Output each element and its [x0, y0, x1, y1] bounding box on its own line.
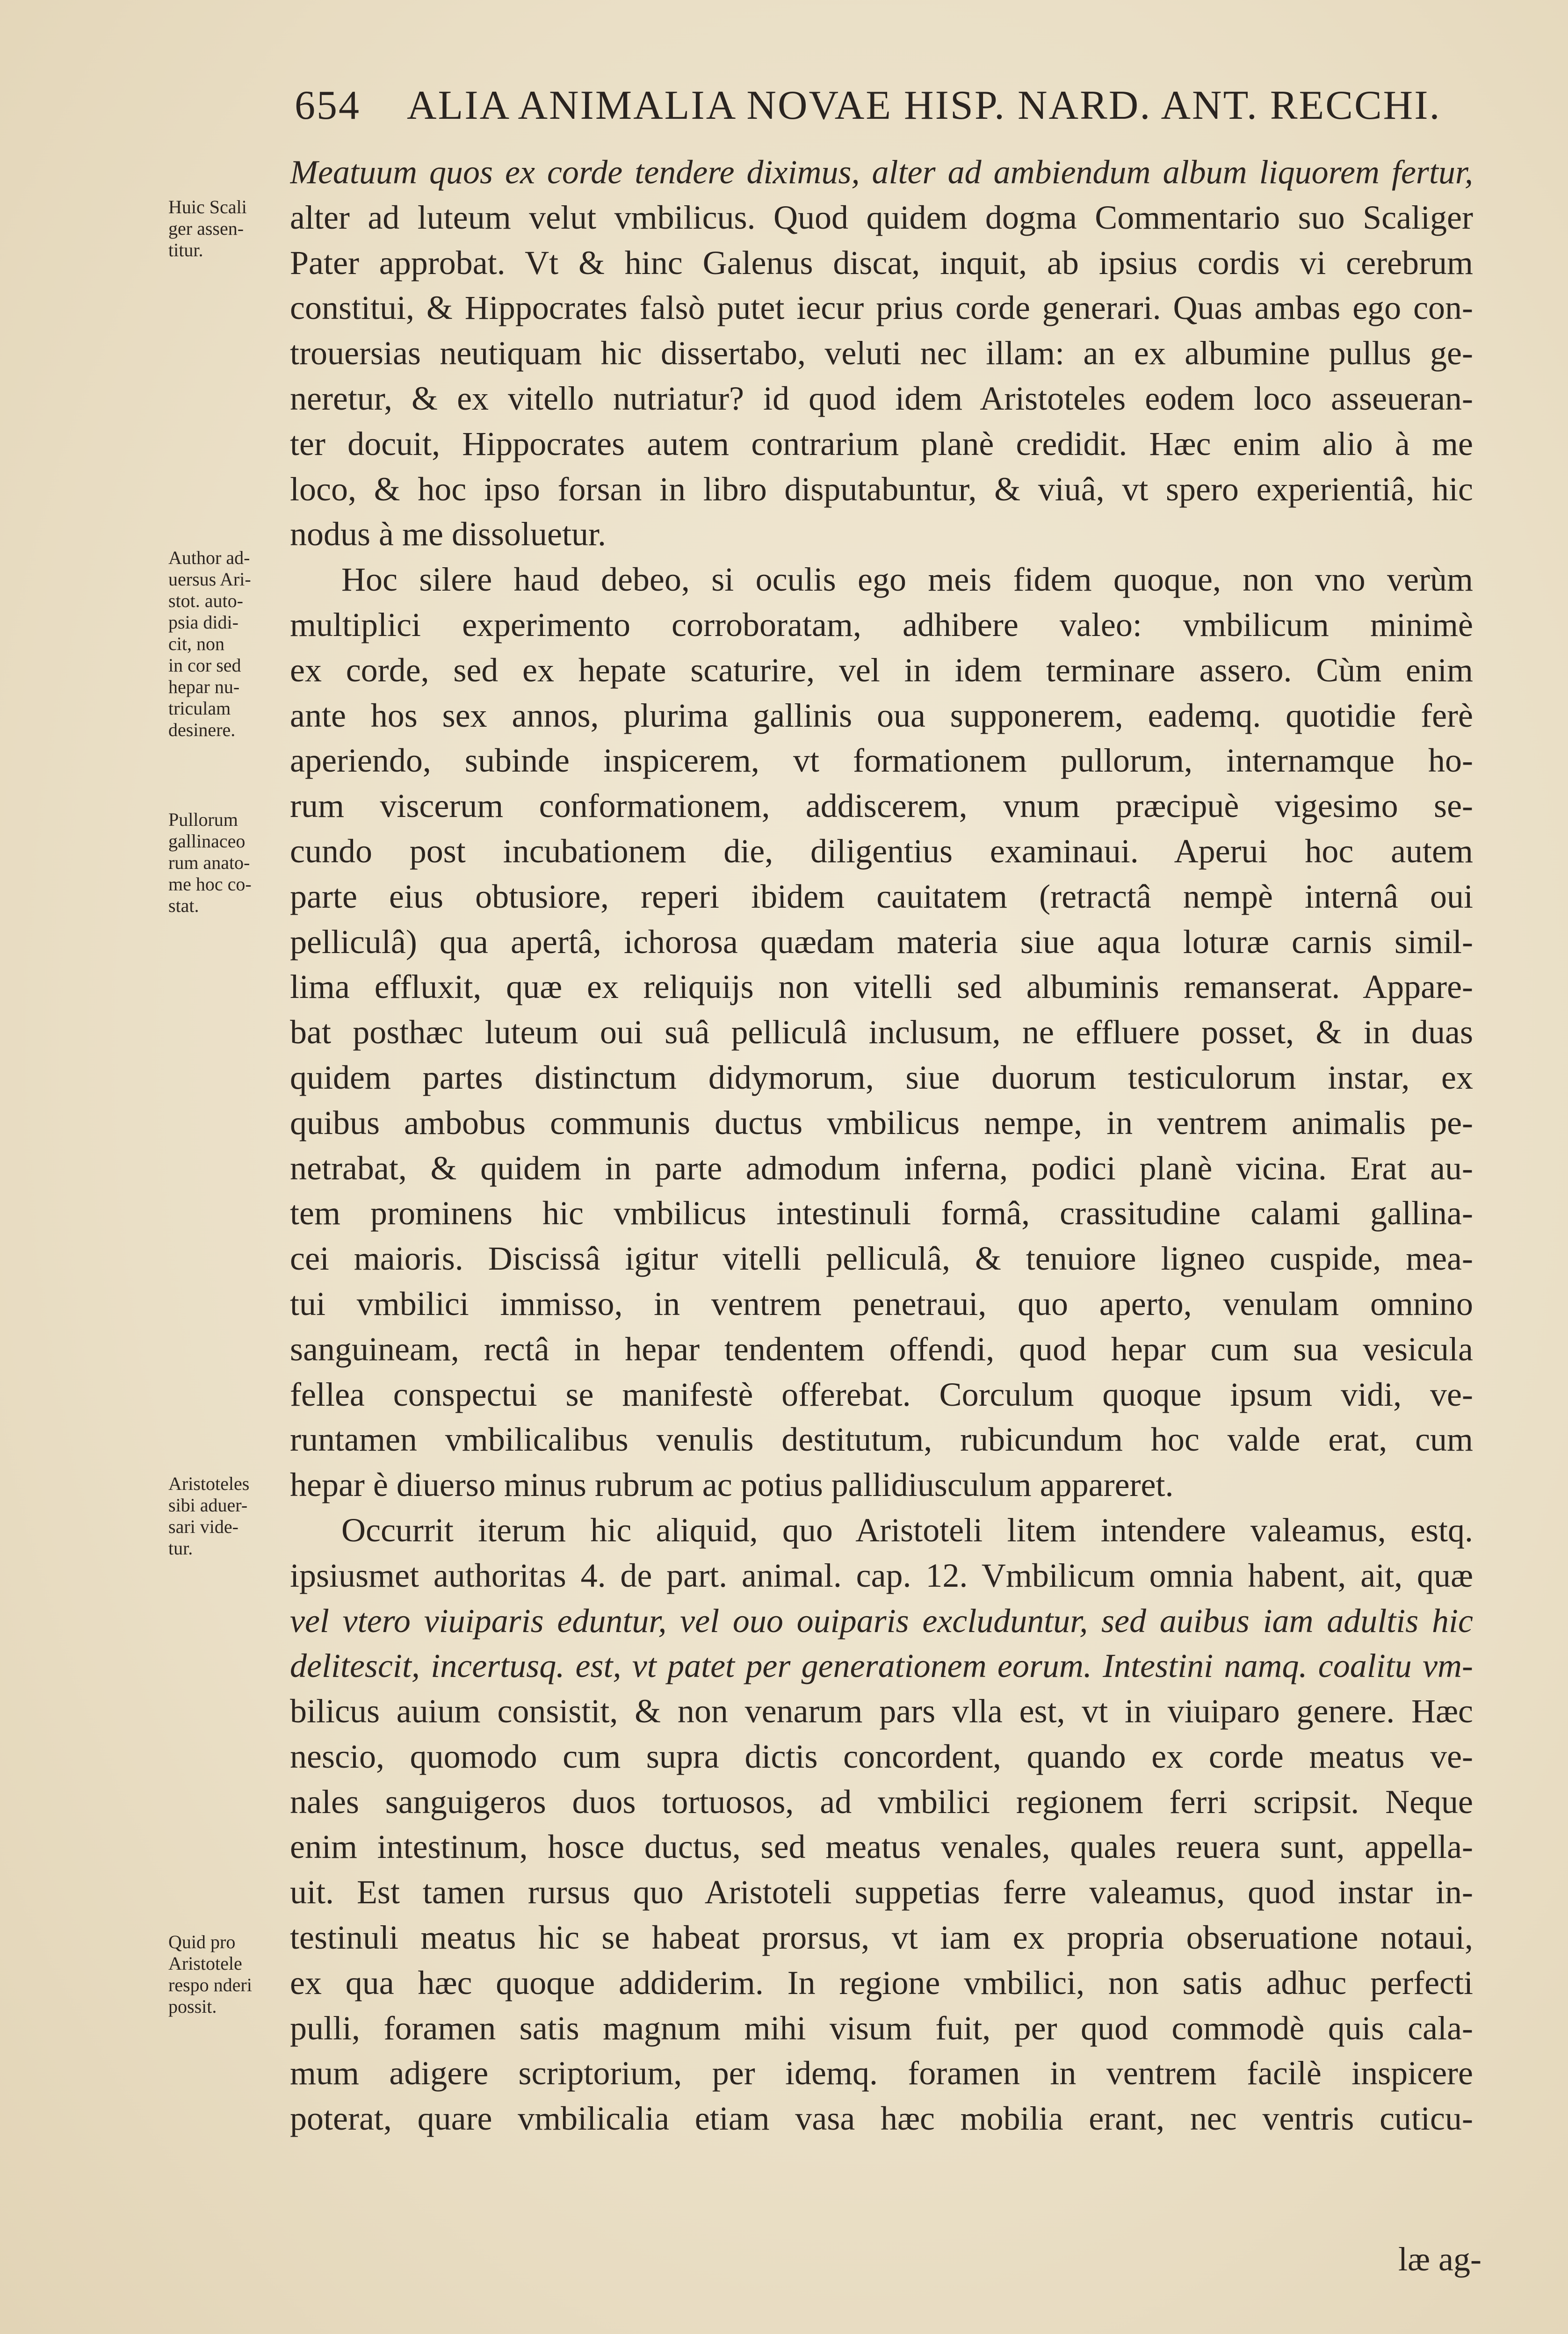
- text-line: Hoc silere haud debeo, si oculis ego meis fidem quoque, non vno verùm: [341, 561, 1473, 599]
- text-line: pelliculâ) qua apertâ, ichorosa quædam materia siue aqua loturæ carnis simil-: [290, 923, 1473, 961]
- text-line: vel vtero viuiparis eduntur, vel ouo ouiparis excluduntur, sed auibus iam adultis hic: [290, 1602, 1473, 1640]
- main-text-block: [290, 150, 1473, 2141]
- text-line: enim intestinum, hosce ductus, sed meatus venales, quales reuera sunt, appella-: [290, 1828, 1473, 1866]
- margin-note-line: Quid pro: [168, 1931, 236, 1952]
- text-line: ter docuit, Hippocrates autem contrarium planè credidit. Hæc enim alio à me: [290, 425, 1473, 462]
- margin-note-line: psia didi-: [168, 612, 238, 633]
- margin-note-line: gallinaceo: [168, 831, 246, 852]
- text-line: tem prominens hic vmbilicus intestinuli formâ, crassitudine calami gallina-: [290, 1194, 1473, 1232]
- text-line: nales sanguigeros duos tortuosos, ad vmbilici regionem ferri scripsit. Neque: [290, 1783, 1473, 1821]
- running-header: [295, 82, 1454, 138]
- text-line: multiplici experimento corroboratam, adhibere valeo: vmbilicum minimè: [290, 606, 1473, 643]
- text-line: uit. Est tamen rursus quo Aristoteli suppetias ferre valeamus, quod instar in-: [290, 1873, 1473, 1911]
- text-line: netrabat, & quidem in parte admodum inferna, podici planè vicina. Erat au-: [290, 1149, 1473, 1187]
- text-line: bilicus auium consistit, & non venarum pars vlla est, vt in viuiparo genere. Hæc: [290, 1692, 1473, 1730]
- margin-note-line: stat.: [168, 895, 199, 916]
- text-line: lima effluxit, quæ ex reliquijs non vitelli sed albuminis remanserat. Appare-: [290, 968, 1473, 1006]
- text-line: hepar è diuerso minus rubrum ac potius pallidiusculum appareret.: [290, 1466, 1174, 1504]
- margin-note-author: [168, 547, 290, 741]
- margin-note-quid-pro: [168, 1931, 290, 2017]
- margin-note-line: desinere.: [168, 719, 236, 740]
- text-line: loco, & hoc ipso forsan in libro disputabuntur, & viuâ, vt spero experientiâ, hic: [290, 470, 1473, 508]
- margin-note-line: stot. auto-: [168, 590, 243, 611]
- text-line: ante hos sex annos, plurima gallinis oua supponerem, eademq. quotidie ferè: [290, 696, 1473, 734]
- text-line: neretur, & ex vitello nutriatur? id quod idem Aristoteles eodem loco asseueran-: [290, 379, 1473, 417]
- margin-note-line: tur.: [168, 1538, 193, 1559]
- text-line: cei maioris. Discissâ igitur vitelli pelliculâ, & tenuiore ligneo cuspide, mea-: [290, 1240, 1473, 1278]
- text-line: rum viscerum conformationem, addiscerem, vnum præcipuè vigesimo se-: [290, 787, 1473, 825]
- margin-note-line: triculam: [168, 698, 231, 719]
- text-line: fellea conspectui se manifestè offerebat. Corculum quoque ipsum vidi, ve-: [290, 1375, 1473, 1413]
- margin-note-line: possit.: [168, 1996, 217, 2017]
- margin-note-line: Aristotele: [168, 1953, 242, 1974]
- text-line: cundo post incubationem die, diligentius examinaui. Aperui hoc autem: [290, 832, 1473, 870]
- margin-note-line: me hoc co-: [168, 874, 252, 895]
- text-line: ex corde, sed ex hepate scaturire, vel in idem terminare assero. Cùm enim: [290, 651, 1473, 689]
- text-line: quidem partes distinctum didymorum, siue duorum testiculorum instar, ex: [290, 1058, 1473, 1096]
- text-line: poterat, quare vmbilicalia etiam vasa hæc mobilia erant, nec ventris cuticu-: [290, 2100, 1473, 2138]
- text-line: delitescit, incertusq. est, vt patet per generationem eorum. Intestini namq. coalitu vm-: [290, 1647, 1473, 1685]
- text-line: ipsiusmet authoritas 4. de part. animal. cap. 12. Vmbilicum omnia habent, ait, quæ: [290, 1556, 1473, 1594]
- margin-note-line: ger assen-: [168, 218, 244, 239]
- text-line: mum adigere scriptorium, per idemq. foramen in ventrem facilè inspicere: [290, 2054, 1473, 2092]
- text-line: parte eius obtusiore, reperi ibidem cauitatem (retractâ nempè internâ oui: [290, 877, 1473, 915]
- margin-note-line: Huic Scali: [168, 196, 247, 217]
- text-line: constitui, & Hippocrates falsò putet iecur prius corde generari. Quas ambas ego con-: [290, 289, 1473, 327]
- margin-note-line: cit, non: [168, 633, 224, 654]
- text-line: tui vmbilici immisso, in ventrem penetraui, quo aperto, venulam omnino: [290, 1285, 1473, 1322]
- text-line: ex qua hæc quoque addiderim. In regione vmbilici, non satis adhuc perfecti: [290, 1964, 1473, 2002]
- catchword: læ ag-: [1398, 2240, 1481, 2278]
- margin-note-line: in cor sed: [168, 655, 241, 676]
- margin-note-aristoteles: [168, 1473, 290, 1559]
- text-line: alter ad luteum velut vmbilicus. Quod quidem dogma Commentario suo Scaliger: [290, 198, 1473, 236]
- text-line: testinuli meatus hic se habeat prorsus, vt iam ex propria obseruatione notaui,: [290, 1919, 1473, 1957]
- margin-note-line: uersus Ari-: [168, 569, 251, 590]
- text-line: pulli, foramen satis magnum mihi visum fuit, per quod commodè quis cala-: [290, 2009, 1473, 2047]
- text-line: aperiendo, subinde inspicerem, vt formationem pullorum, internamque ho-: [290, 742, 1473, 780]
- text-line: sanguineam, rectâ in hepar tendentem offendi, quod hepar cum sua vesicula: [290, 1330, 1473, 1368]
- margin-note-line: titur.: [168, 239, 203, 260]
- margin-note-line: rum anato-: [168, 852, 250, 873]
- margin-note-scaliger: [168, 196, 290, 261]
- text-line: quibus ambobus communis ductus vmbilicus nempe, in ventrem animalis pe-: [290, 1104, 1473, 1142]
- margin-note-line: sibi aduer-: [168, 1495, 248, 1516]
- margin-note-line: hepar nu-: [168, 676, 240, 697]
- text-line: Occurrit iterum hic aliquid, quo Aristoteli litem intendere valeamus, estq.: [341, 1511, 1473, 1549]
- margin-note-pullorum: [168, 809, 290, 917]
- margin-note-line: Pullorum: [168, 809, 238, 830]
- text-line: trouersias neutiquam hic dissertabo, veluti nec illam: an ex albumine pullus ge-: [290, 334, 1473, 372]
- running-title: ALIA ANIMALIA NOVAE HISP. NARD. ANT. RECCHI.: [407, 83, 1441, 128]
- text-line: nodus à me dissoluetur.: [290, 515, 606, 553]
- text-line: Pater approbat. Vt & hinc Galenus discat, inquit, ab ipsius cordis vi cerebrum: [290, 244, 1473, 282]
- text-line: Meatuum quos ex corde tendere diximus, alter ad ambiendum album liquorem fertur,: [290, 153, 1473, 191]
- text-line: runtamen vmbilicalibus venulis destitutum, rubicundum hoc valde erat, cum: [290, 1421, 1473, 1459]
- margin-note-line: Aristoteles: [168, 1473, 250, 1494]
- text-line: bat posthæc luteum oui suâ pelliculâ inclusum, ne effluere posset, & in duas: [290, 1013, 1473, 1051]
- text-line: nescio, quomodo cum supra dictis concordent, quando ex corde meatus ve-: [290, 1737, 1473, 1775]
- margin-note-line: Author ad-: [168, 547, 250, 568]
- margin-note-line: sari vide-: [168, 1516, 238, 1537]
- margin-note-line: respo nderi: [168, 1974, 252, 1995]
- page-number: 654: [295, 83, 361, 128]
